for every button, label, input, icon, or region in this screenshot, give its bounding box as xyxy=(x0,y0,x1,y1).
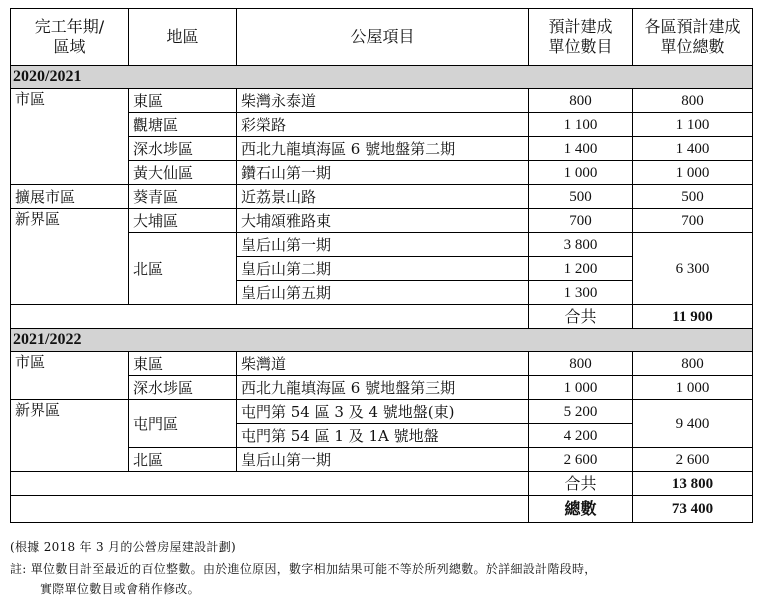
header-district: 地區 xyxy=(129,9,237,66)
section-header-2021 xyxy=(11,329,753,352)
footnote-line-2: 實際單位數目或會稍作修改。 xyxy=(40,582,200,596)
units-cell: 3 800 xyxy=(529,233,633,257)
region-cell: 市區 xyxy=(11,89,129,185)
units-cell: 2 600 xyxy=(529,448,633,472)
table-row xyxy=(11,352,753,376)
header-units: 預計建成 單位數目 xyxy=(529,9,633,66)
header-project: 公屋項目 xyxy=(237,9,529,66)
project-cell: 大埔頌雅路東 xyxy=(237,209,529,233)
total-cell: 1 400 xyxy=(633,137,753,161)
section-title: 2021/2022 xyxy=(11,329,753,352)
units-cell: 700 xyxy=(529,209,633,233)
district-cell: 觀塘區 xyxy=(129,113,237,137)
total-cell: 9 400 xyxy=(633,400,753,448)
district-cell: 大埔區 xyxy=(129,209,237,233)
total-cell: 1 100 xyxy=(633,113,753,137)
district-cell: 北區 xyxy=(129,233,237,305)
blank-cell xyxy=(11,472,529,496)
subtotal-value: 11 900 xyxy=(633,305,753,329)
units-cell: 1 000 xyxy=(529,161,633,185)
blank-cell xyxy=(11,305,529,329)
subtotal-value: 13 800 xyxy=(633,472,753,496)
total-cell: 500 xyxy=(633,185,753,209)
grand-total-value: 73 400 xyxy=(633,496,753,523)
footnote-line-1: 註: 單位數目計至最近的百位整數。由於進位原因，數字相加結果可能不等於所列總數。於詳細設計階段時， xyxy=(10,562,597,576)
units-cell: 800 xyxy=(529,352,633,376)
region-cell: 市區 xyxy=(11,352,129,400)
district-cell: 黃大仙區 xyxy=(129,161,237,185)
public-housing-table xyxy=(10,8,753,523)
district-cell: 葵青區 xyxy=(129,185,237,209)
units-cell: 1 400 xyxy=(529,137,633,161)
project-cell: 西北九龍填海區 6 號地盤第三期 xyxy=(237,376,529,400)
subtotal-label: 合共 xyxy=(529,305,633,329)
header-period: 完工年期/ 區域 xyxy=(11,9,129,66)
district-cell: 東區 xyxy=(129,89,237,113)
project-cell: 鑽石山第一期 xyxy=(237,161,529,185)
table-row xyxy=(11,89,753,113)
project-cell: 屯門第 54 區 3 及 4 號地盤(東) xyxy=(237,400,529,424)
region-cell: 新界區 xyxy=(11,400,129,472)
project-cell: 柴灣永泰道 xyxy=(237,89,529,113)
project-cell: 西北九龍填海區 6 號地盤第二期 xyxy=(237,137,529,161)
grand-total-row xyxy=(11,496,753,523)
header-row xyxy=(11,9,753,66)
header-total: 各區預計建成 單位總數 xyxy=(633,9,753,66)
units-cell: 1 100 xyxy=(529,113,633,137)
project-cell: 屯門第 54 區 1 及 1A 號地盤 xyxy=(237,424,529,448)
blank-cell xyxy=(11,496,529,523)
total-cell: 700 xyxy=(633,209,753,233)
project-cell: 皇后山第五期 xyxy=(237,281,529,305)
total-cell: 800 xyxy=(633,352,753,376)
total-cell: 800 xyxy=(633,89,753,113)
grand-total-label: 總數 xyxy=(529,496,633,523)
units-cell: 800 xyxy=(529,89,633,113)
units-cell: 1 300 xyxy=(529,281,633,305)
project-cell: 皇后山第一期 xyxy=(237,448,529,472)
table-row xyxy=(11,400,753,424)
district-cell: 深水埗區 xyxy=(129,137,237,161)
units-cell: 500 xyxy=(529,185,633,209)
district-cell: 北區 xyxy=(129,448,237,472)
total-cell: 6 300 xyxy=(633,233,753,305)
project-cell: 柴灣道 xyxy=(237,352,529,376)
subtotal-row xyxy=(11,472,753,496)
section-header-2020 xyxy=(11,66,753,89)
district-cell: 東區 xyxy=(129,352,237,376)
source-note: (根據 2018 年 3 月的公營房屋建設計劃) xyxy=(10,540,236,554)
total-cell: 2 600 xyxy=(633,448,753,472)
region-cell: 擴展市區 xyxy=(11,185,129,209)
project-cell: 皇后山第二期 xyxy=(237,257,529,281)
total-cell: 1 000 xyxy=(633,161,753,185)
subtotal-row xyxy=(11,305,753,329)
region-cell: 新界區 xyxy=(11,209,129,305)
project-cell: 近荔景山路 xyxy=(237,185,529,209)
units-cell: 1 000 xyxy=(529,376,633,400)
project-cell: 彩榮路 xyxy=(237,113,529,137)
table-row xyxy=(11,209,753,233)
units-cell: 5 200 xyxy=(529,400,633,424)
district-cell: 屯門區 xyxy=(129,400,237,448)
table-row xyxy=(11,185,753,209)
units-cell: 1 200 xyxy=(529,257,633,281)
district-cell: 深水埗區 xyxy=(129,376,237,400)
units-cell: 4 200 xyxy=(529,424,633,448)
project-cell: 皇后山第一期 xyxy=(237,233,529,257)
section-title: 2020/2021 xyxy=(11,66,753,89)
subtotal-label: 合共 xyxy=(529,472,633,496)
total-cell: 1 000 xyxy=(633,376,753,400)
